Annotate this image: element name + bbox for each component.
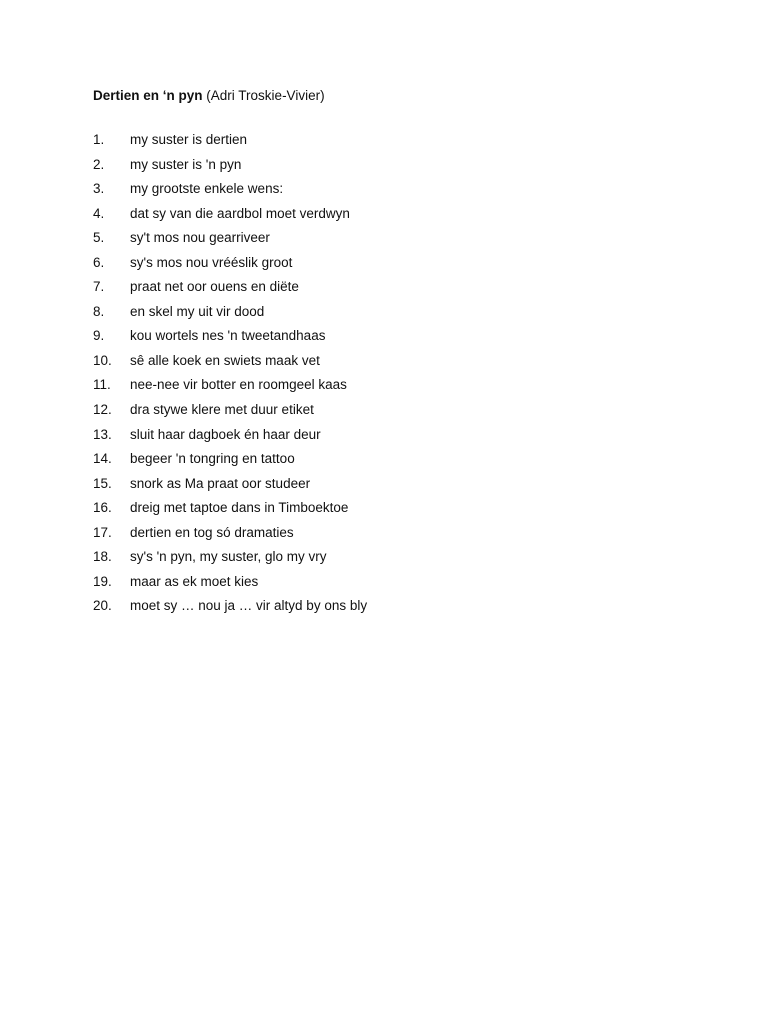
line-number: 11. [93,377,111,393]
poem-line [93,402,693,427]
poem-line [93,377,693,402]
line-number: 19. [93,573,112,589]
line-text: my suster is 'n pyn [130,156,242,172]
line-text: dra stywe klere met duur etiket [130,402,314,418]
poem-line [93,500,693,525]
poem-line [93,328,693,353]
line-number: 6. [93,254,105,270]
poem-line [93,255,693,280]
line-text: dat sy van die aardbol moet verdwyn [130,205,350,221]
poem-line [93,549,693,574]
line-number: 18. [93,549,112,565]
line-text: maar as ek moet kies [130,573,259,589]
poem-line [93,451,693,476]
line-text: snork as Ma praat oor studeer [130,475,311,491]
line-text: my grootste enkele wens: [130,181,284,197]
line-number: 12. [93,402,112,418]
line-number: 5. [93,230,105,246]
line-text: my suster is dertien [130,132,248,147]
line-number: 4. [93,205,105,221]
poem-line [93,574,693,599]
line-text: kou wortels nes 'n tweetandhaas [130,328,326,344]
line-text: nee-nee vir botter en roomgeel kaas [130,377,347,393]
line-number: 7. [93,279,105,295]
poem-line [93,279,693,304]
poem-author: (Adri Troskie-Vivier) [206,88,325,103]
line-number: 9. [93,328,105,344]
line-number: 14. [93,451,112,467]
poem-line [93,427,693,452]
poem-line [93,132,693,157]
line-number: 20. [93,598,112,614]
line-text: sluit haar dagboek én haar deur [130,426,321,442]
poem-line [93,476,693,501]
line-text: praat net oor ouens en diëte [130,279,299,295]
line-text: sê alle koek en swiets maak vet [130,352,320,368]
line-text: dreig met taptoe dans in Timboektoe [130,500,349,516]
line-text: en skel my uit vir dood [130,303,265,319]
poem-line [93,598,693,623]
document-page [93,86,693,623]
poem-line [93,206,693,231]
poem-line [93,157,693,182]
poem-line [93,353,693,378]
line-text: begeer 'n tongring en tattoo [130,451,295,467]
poem-line [93,525,693,550]
poem-title: Dertien en ‘n pyn [93,88,203,103]
title-line [93,86,693,106]
line-text: sy's mos nou vrééslik groot [130,254,293,270]
line-text: sy't mos nou gearriveer [130,230,270,246]
line-text: moet sy … nou ja … vir altyd by ons bly [130,598,368,614]
line-number: 15. [93,475,112,491]
line-text: dertien en tog só dramaties [130,524,294,540]
poem-line [93,181,693,206]
line-text: sy's 'n pyn, my suster, glo my vry [130,549,327,565]
line-number: 16. [93,500,112,516]
poem-lines [93,132,693,623]
line-number: 1. [93,132,105,147]
line-number: 3. [93,181,105,197]
line-number: 10. [93,352,112,368]
line-number: 2. [93,156,105,172]
poem-line [93,304,693,329]
line-number: 13. [93,426,112,442]
line-number: 17. [93,524,112,540]
poem-line [93,230,693,255]
line-number: 8. [93,303,105,319]
